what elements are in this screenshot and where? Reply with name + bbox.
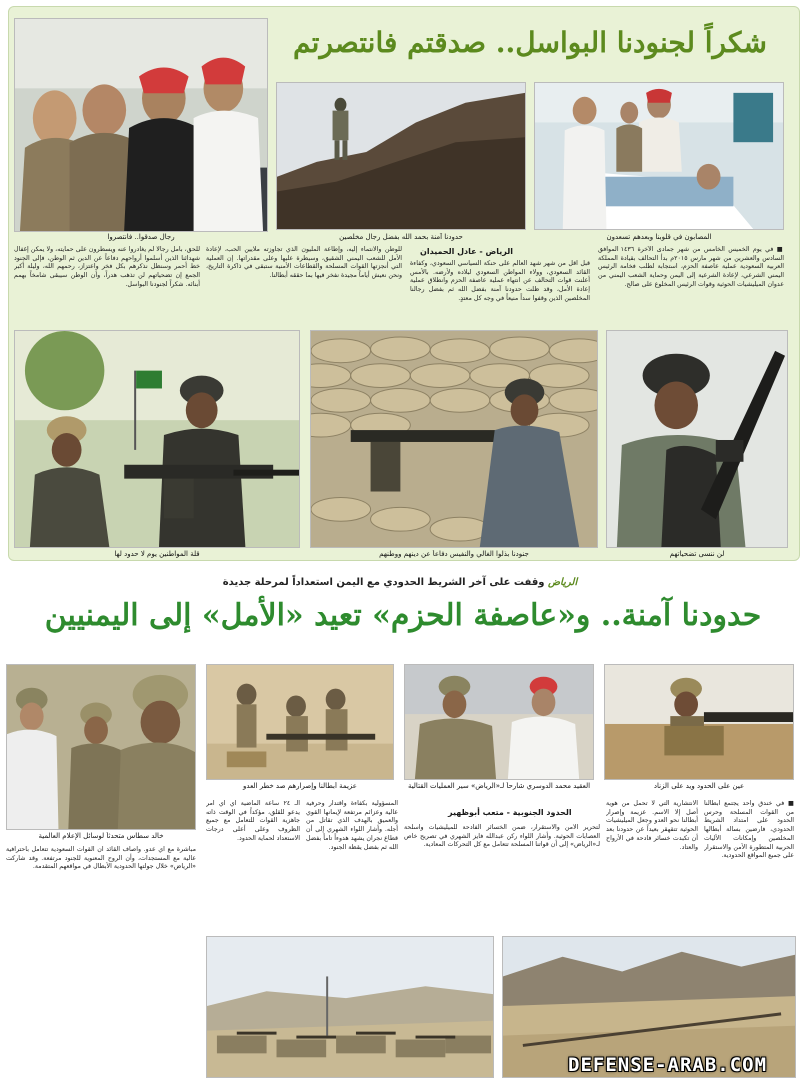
bottom-byline: الحدود الجنوبية - متعب أبوظهير (448, 808, 572, 817)
caption-media-briefing: خالد سطاس متحدثاً لوسائل الإعلام العالمية (38, 832, 164, 840)
bottom-text-col-5: الـ ٢٤ ساعة الماضية أي أي أمر يدعو للقلق، مؤكداً في الوقت ذاته جاهزية القوات للتعامل مع جميع الظروف وعلى أعلى درجات الاستعداد لحماية الحدود. (206, 800, 300, 842)
caption-officer-interview: العقيد محمد الدوسري شارحاً لـ«الرياض» سير العمليات القتالية (407, 782, 591, 790)
photo-soldiers-flag (14, 330, 300, 548)
kicker-source: الرياض (547, 577, 578, 588)
photo-armored-convoy (206, 936, 494, 1078)
bottom-text-col-1: ■ في خندق واحد يجتمع أبطالنا من القوات المسلحة وحرس الحدود على امتداد الشريط الحدودي، فارضين بسالة أبطالها المخلصين وإمكانات الأليات الحربية المتطورة الأمن والاستقرار على جميع المواقع الحدودية. (704, 800, 794, 860)
photo-rifle-soldier (606, 330, 788, 548)
caption-rifle-soldier: لن ننسى تضحياتهم (669, 550, 725, 558)
photo-stone-wall (276, 82, 526, 230)
caption-hospital: المصابون في قلوبنا وبعدهم تسعدون (606, 233, 712, 241)
photo-media-briefing (6, 664, 196, 830)
top-text-col-4: للحق، بأمل رجالا لم يغادروا عنه ويسطرون على حمايته، ولا يمكن إغفال شهدائنا الذين أسلموا أرواحهم دفاعاً عن الدين ثم الوطن، فإلى الجنود خط أحمر وسنظل نذكرهم بكل فخر واعتزاز، رحمهم الله، وليلة أكبر الجمع إن تضحياتهم لن تذهب هدراً، وأن الوطن سيبقى شامخاً بهمم أبنائه. شكراً لجنودنا البواسل. (14, 246, 200, 288)
kicker-text: وقفت على آخر الشريط الحدودي مع اليمن استعداداً لمرحلة جديدة (222, 577, 545, 588)
caption-sandbag-gunner: جنودنا بذلوا الغالي والنفيس دفاعاً عن دينهم ووطنهم (379, 550, 529, 558)
bottom-headline: حدودنا آمنة.. و«عاصفة الحزم» تعيد «الأمل» إلى اليمنيين (44, 598, 762, 633)
photo-hospital-visit (534, 82, 784, 230)
photo-officials-visit (14, 18, 268, 232)
photo-officer-interview (404, 664, 594, 780)
bottom-text-col-4: المسؤولية بكفاءة واقتدار وحرفية عالية وعزائم مرتفعة لإيمانها القوي والعميق بالهدف الذي تقاتل من أجله. وأشار اللواء الشهري إلى أن قطاع نجران يشهد هدوءاً تاماً بفضل الله ثم بفضل يقظة الجنود. (306, 800, 398, 851)
bottom-text-col-2: الانتشارية التي لا تحمل من هوية أصل إلا الاسم. عزيمة وإصرار أبطالنا نحو العدو وجعل الميليشيات الحوثية تتقهقر بعيداً عن حدودنا بعد أن تكبدت خسائر فادحة في الأرواح والعتاد. (606, 800, 698, 851)
top-text-col-3: للوطن والانتماء إليه، وإطاعة المليون الذي تجاوزته ملايين الحب، لإعادة الأمل للشعب اليمني الشقيق، وسيطرة عليها وعلى مقدراتها. إن العملية التي أنجزتها القوات المسلحة والقطاعات الأمنية ستبقى في ذاكرة التاريخ، ونحن نعيش أياماً مجيدة نفخر فيها بما حققه أبطالنا. (206, 246, 402, 280)
photo-sandbag-gunner (310, 330, 598, 548)
top-byline: الرياض - عادل الحميدان (420, 247, 514, 256)
photo-turret-gunner (604, 664, 794, 780)
photo-artillery-crew (206, 664, 394, 780)
top-text-col-1: ■ في يوم الخميس الخامس من شهر جمادى الآخرة ١٤٣٦ الموافق السادس والعشرين من شهر مارس ٢٠١٥م بدأ التحالف بقيادة المملكة العربية السعودية عملية عاصفة الحزم، استجابة لطلب فخامة الرئيس اليمني الشرعي، لإعادة الشرعية إلى اليمن وحماية الشعب اليمني من عدوان الميليشيات الحوثية وقوات الرئيس المخلوع على صالح. (598, 246, 784, 288)
bottom-text-col-3: لتحرير الأمن والاستقرار، ضمن الخسائر الفادحة للميليشيات وأسلحة العصابات الحوثية. وأشار اللواء ركن عبدالله فايز الشهري في تصريح خاص لـ«الرياض» إلى أن قواتنا المسلحة تتعامل مع كل التحركات المعادية. (404, 824, 600, 849)
caption-stone-wall: حدودنا آمنة بحمد الله بفضل رجال مخلصين (339, 233, 463, 241)
caption-officials: رجال صدقوا.. فانتصروا (107, 233, 175, 241)
watermark: DEFENSE-ARAB.COM (568, 1054, 768, 1076)
caption-turret-gunner: عين على الحدود ويد على الزناد (653, 782, 745, 790)
bottom-text-col-6: مباشرة مع أي عدو. وأصاف القائد أن القوات السعودية تتعامل باحترافية عالية مع المستجدات، وأن الروح المعنوية للجنود مرتفعة. وقد شاركت «الرياض» خلال جولتها الحدودية الأبطال في مواقعهم المتقدمة. (6, 846, 196, 871)
caption-soldiers-flag: قلة المواطنين يوم لا حدود لها (114, 550, 200, 558)
kicker-line (200, 577, 600, 588)
top-headline: شكراً لجنودنا البواسل.. صدقتم فانتصرتم (293, 26, 767, 59)
top-text-col-2: قبل أقل من شهر شهد العالم على حنكة السياسي السعودي، وكفاءة القائد السعودي، وولاء المواطن السعودي لبلاده ولأرضه. بالأمس أعلنت قوات التحالف عن انتهاء عملية عاصفة الحزم وانطلاق عملية إعادة الأمل، وقد ظلت حدودنا آمنة بفضل الله ثم بفضل رجالنا المخلصين الذين وقفوا سداً منيعاً في وجه كل معتدٍ. (410, 260, 590, 302)
caption-artillery-crew: عزيمة أبطالنا وإصرارهم صد خطر العدو (243, 782, 357, 790)
